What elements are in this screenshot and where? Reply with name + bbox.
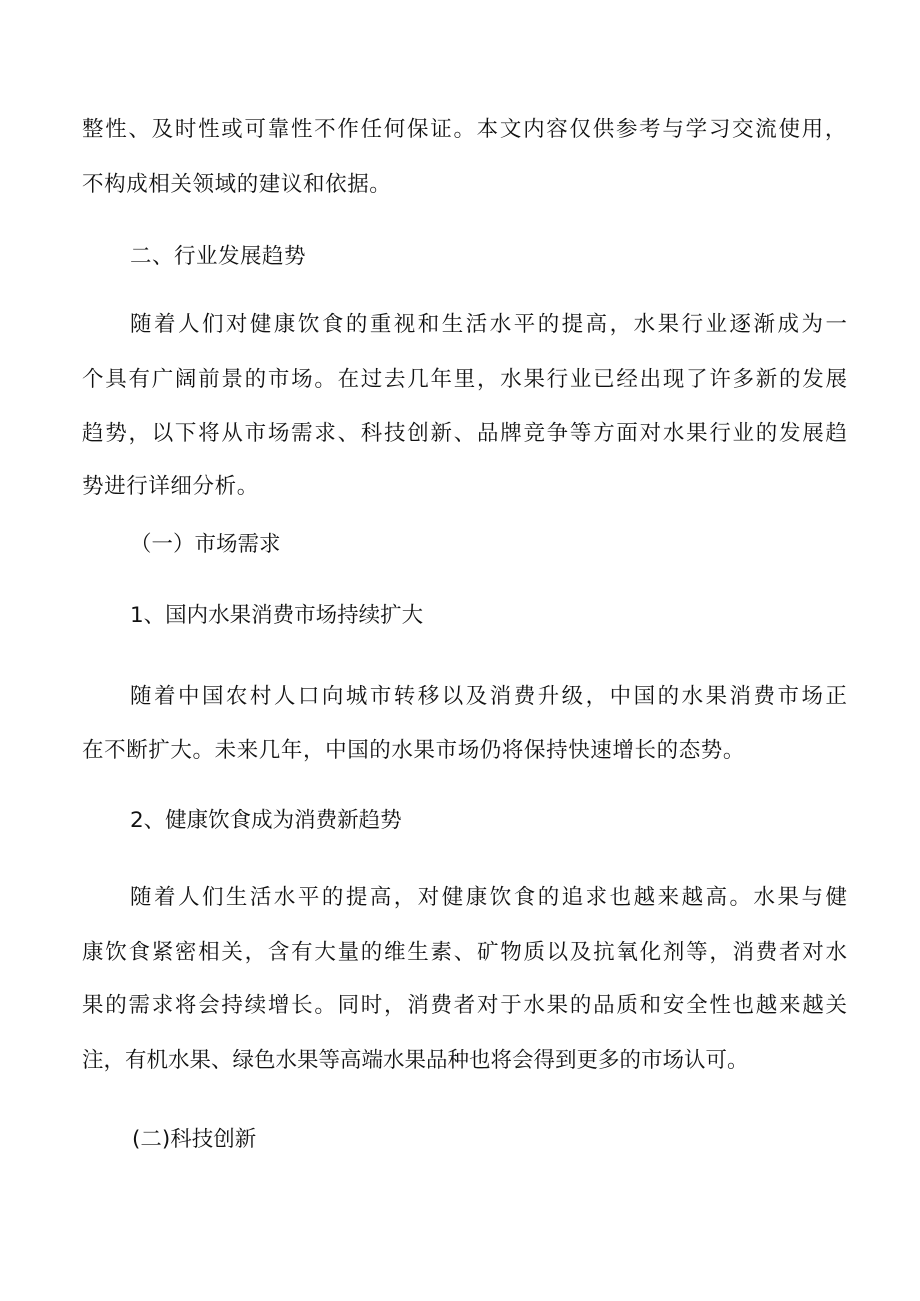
paragraph-line: 随着人们对健康饮食的重视和生活水平的提高，水果行业逐渐成为一: [130, 312, 847, 337]
paragraph-line: 注，有机水果、绿色水果等高端水果品种也将会得到更多的市场认可。: [82, 1048, 749, 1073]
subsection-heading: （一）市场需求: [130, 532, 281, 557]
paragraph-line: 在不断扩大。未来几年，中国的水果市场仍将保持快速增长的态势。: [82, 738, 746, 763]
item-heading: 1、国内水果消费市场持续扩大: [130, 603, 424, 628]
paragraph-line: 随着人们生活水平的提高，对健康饮食的追求也越来越高。水果与健: [130, 885, 847, 910]
section-heading: 二、行业发展趋势: [130, 244, 307, 269]
paragraph-line: 势进行详细分析。: [82, 474, 259, 499]
paragraph-line: 不构成相关领域的建议和依据。: [82, 172, 392, 197]
subsection-heading: (二)科技创新: [132, 1127, 257, 1152]
paragraph-line: 整性、及时性或可靠性不作任何保证。本文内容仅供参考与学习交流使用，: [82, 117, 847, 142]
paragraph-line: 果的需求将会持续增长。同时，消费者对于水果的品质和安全性也越来越关: [82, 993, 847, 1018]
paragraph-line: 康饮食紧密相关，含有大量的维生素、矿物质以及抗氧化剂等，消费者对水: [82, 940, 847, 965]
paragraph-line: 趋势，以下将从市场需求、科技创新、品牌竞争等方面对水果行业的发展趋: [82, 421, 847, 446]
paragraph-line: 随着中国农村人口向城市转移以及消费升级，中国的水果消费市场正: [130, 684, 847, 709]
paragraph-line: 个具有广阔前景的市场。在过去几年里，水果行业已经出现了许多新的发展: [82, 367, 847, 392]
item-heading: 2、健康饮食成为消费新趋势: [130, 808, 402, 833]
